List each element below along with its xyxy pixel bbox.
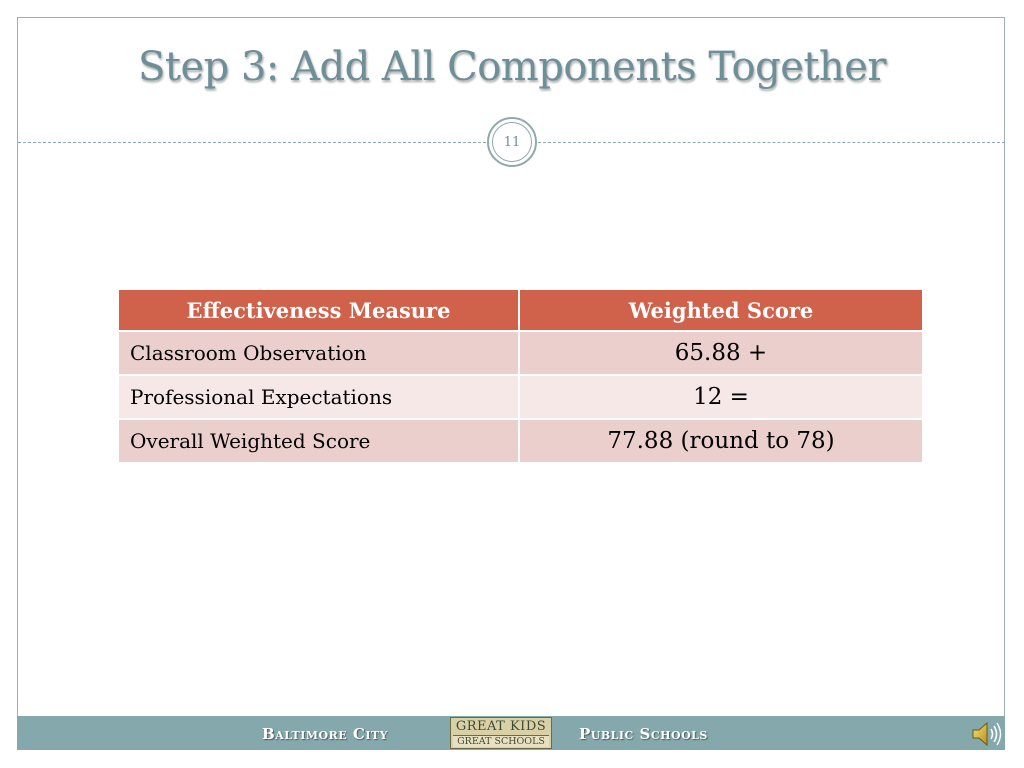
score-cell: 65.88 +: [519, 331, 922, 375]
measure-cell: Overall Weighted Score: [119, 419, 519, 463]
speaker-icon[interactable]: [970, 720, 1004, 748]
slide-title: Step 3: Add All Components Together: [138, 44, 886, 90]
table-row: [119, 419, 922, 463]
table-row: [119, 375, 922, 419]
header-weighted-score: Weighted Score: [519, 290, 922, 331]
footer-bar: [17, 716, 1005, 750]
score-cell: 77.88 (round to 78): [519, 419, 922, 463]
page-number-badge: [487, 117, 537, 167]
table-row: [119, 331, 922, 375]
measure-cell: Classroom Observation: [119, 331, 519, 375]
measure-cell: Professional Expectations: [119, 375, 519, 419]
header-effectiveness-measure: Effectiveness Measure: [119, 290, 519, 331]
page-number: 11: [492, 122, 532, 162]
weighted-score-table: [119, 290, 922, 464]
table-header-row: [119, 290, 922, 331]
score-cell: 12 =: [519, 375, 922, 419]
logo-top-text: GREAT KIDS: [455, 719, 547, 734]
title-divider-right: [538, 142, 1005, 143]
footer-baltimore-city: Baltimore City: [262, 725, 389, 743]
title-divider-left: [18, 142, 486, 143]
footer-public-schools: Public Schools: [579, 725, 708, 743]
great-kids-logo: [450, 717, 552, 749]
logo-bottom-text: GREAT SCHOOLS: [453, 735, 549, 747]
